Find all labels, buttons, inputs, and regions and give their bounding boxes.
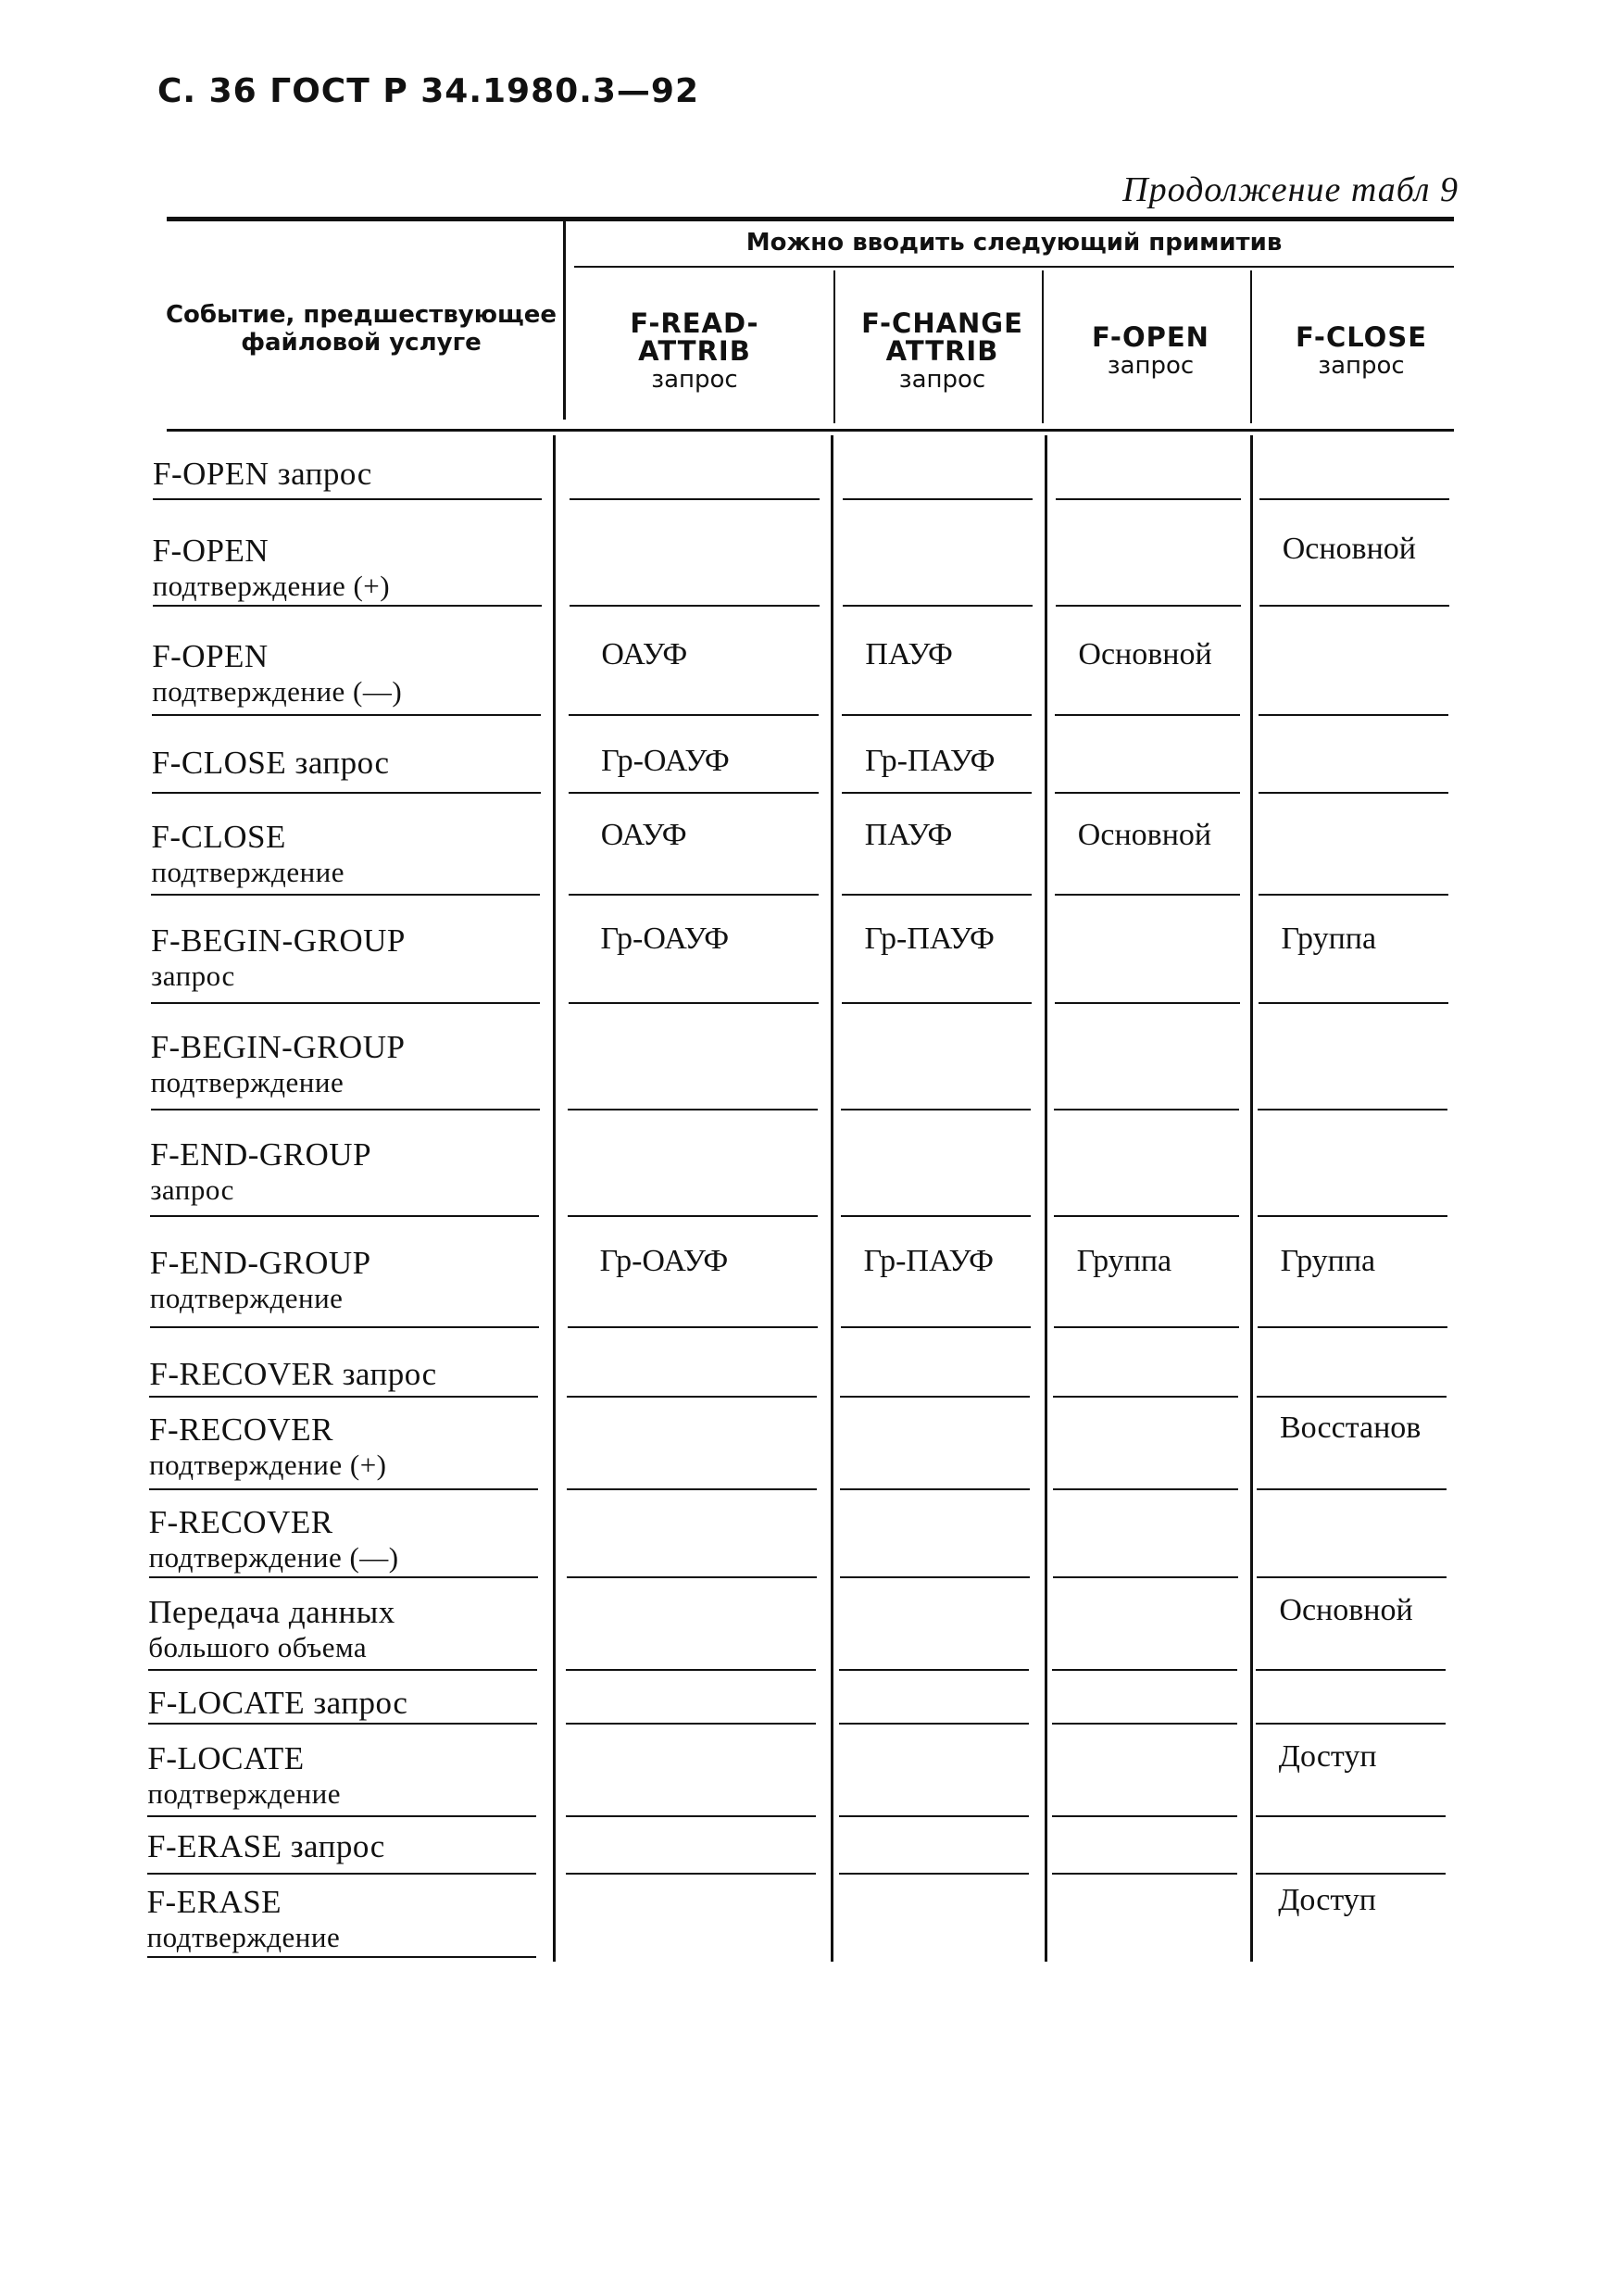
event-line-1: F-LOCATE запрос [147,1685,408,1721]
stub-header-line-2: файловой услуге [241,329,482,357]
cell-underline [1056,498,1241,500]
cell-underline [839,1723,1029,1725]
event-line-1: F-ERASE [146,1884,282,1920]
column-header-close [1255,278,1468,426]
running-head: С. 36 ГОСТ Р 34.1980.3—92 [157,72,700,110]
event-line-1: F-RECOVER запрос [149,1356,437,1392]
body-vrule-0 [553,435,556,1962]
event-line-1: F-ERASE запрос [147,1828,385,1864]
event-line-1: F-OPEN [152,638,269,674]
cell-underline [1052,1669,1237,1671]
cell-underline [1052,1873,1237,1875]
event-underline [148,1669,537,1671]
value-cell-col-2: Гр-ПАУФ [864,922,995,956]
col1-sub: запрос [651,366,738,394]
cell-underline [566,1669,816,1671]
header-vrule-1 [833,270,835,423]
event-underline [147,1956,536,1958]
body-vrule-3 [1250,435,1253,1962]
cell-underline [1257,1396,1447,1398]
cell-underline [1257,1576,1447,1578]
event-line-1: F-RECOVER [149,1411,333,1448]
value-cell-col-4: Основной [1279,1593,1413,1627]
cell-underline [567,1488,817,1490]
col2-code-line-2: ATTRIB [885,335,999,367]
cell-underline [1054,1215,1239,1217]
cell-underline [1256,1723,1446,1725]
value-cell-col-3: Основной [1078,637,1212,671]
cell-underline [1256,1669,1446,1671]
cell-underline [839,1669,1029,1671]
cell-underline [842,1002,1032,1004]
cell-underline [1258,1215,1447,1217]
event-line-2: подтверждение [146,1921,341,1953]
event-line-1: F-CLOSE [151,819,286,855]
cell-underline [1055,894,1240,896]
value-cell-col-2: Гр-ПАУФ [865,744,996,778]
cell-underline [840,1396,1030,1398]
event-cell [150,1137,548,1208]
event-cell [149,1412,547,1483]
value-cell-col-4: Основной [1282,532,1416,566]
value-cell-col-4: Доступ [1278,1883,1376,1917]
event-cell [148,1595,546,1665]
col1-code-line-1: F-READ- [630,307,759,339]
cell-underline [569,792,819,794]
event-line-2: подтверждение (+) [149,1449,387,1481]
value-cell-col-3: Группа [1076,1244,1172,1278]
event-underline [152,792,541,794]
column-header-open [1046,278,1255,426]
cell-underline [568,1215,818,1217]
cell-underline [1054,1326,1239,1328]
cell-underline [568,1109,818,1110]
event-cell [148,1686,546,1721]
table-continuation-label: Продолжение табл 9 [1122,170,1459,209]
cell-underline [566,1873,816,1875]
event-cell [147,1829,545,1864]
value-cell-col-1: Гр-ОАУФ [600,922,730,956]
cell-underline [1055,1002,1240,1004]
event-cell [150,1246,548,1316]
cell-underline [1259,605,1449,607]
value-cell-col-1: ОАУФ [600,818,687,852]
table-top-rule [167,217,1454,221]
cell-underline [566,1723,816,1725]
cell-underline [1053,1488,1238,1490]
event-line-2: подтверждение [150,1066,344,1098]
event-underline [148,1723,537,1725]
event-line-2: подтверждение (—) [152,675,403,708]
cell-underline [568,1326,818,1328]
event-cell [152,746,550,781]
cell-underline [1259,714,1448,716]
event-line-2: подтверждение [147,1777,342,1810]
col4-code-line-1: F-CLOSE [1295,321,1428,353]
cell-underline [1054,1109,1239,1110]
cell-underline [1259,894,1448,896]
cell-underline [843,498,1033,500]
cell-underline [567,1576,817,1578]
value-cell-col-2: ПАУФ [864,818,953,852]
header-bottom-rule [167,429,1454,432]
header-vrule-2 [1042,270,1044,423]
event-line-1: F-OPEN [152,533,269,569]
stub-column-header [162,273,560,384]
cell-underline [570,605,820,607]
col2-sub: запрос [898,366,986,394]
event-line-1: Передача данных [148,1594,395,1630]
event-underline [147,1873,536,1875]
body-vrule-2 [1045,435,1047,1962]
event-cell [153,533,551,604]
cell-underline [1055,714,1240,716]
cell-underline [1053,1396,1238,1398]
cell-underline [569,894,819,896]
value-cell-col-1: Гр-ОАУФ [599,1244,729,1278]
col2-code-line-1: F-CHANGE [861,307,1023,339]
event-line-2: подтверждение (—) [148,1541,399,1574]
event-line-1: F-LOCATE [147,1740,305,1776]
event-cell [151,1030,549,1100]
event-cell [147,1741,545,1812]
event-underline [149,1396,538,1398]
event-cell [149,1357,547,1392]
event-line-2: запрос [151,960,235,992]
cell-underline [842,894,1032,896]
cell-underline [569,1002,819,1004]
col4-sub: запрос [1318,352,1405,380]
value-cell-col-4: Группа [1281,922,1377,956]
event-underline [151,1109,540,1110]
cell-underline [1258,1326,1447,1328]
event-line-1: F-CLOSE запрос [151,745,390,781]
event-underline [149,1488,538,1490]
header-vrule-3 [1250,270,1252,423]
value-cell-col-2: ПАУФ [865,637,953,671]
cell-underline [843,605,1033,607]
cell-underline [840,1576,1030,1578]
event-line-1: F-END-GROUP [149,1245,371,1281]
value-cell-col-4: Доступ [1278,1739,1377,1774]
cell-underline [1257,1488,1447,1490]
cell-underline [570,498,820,500]
event-line-1: F-OPEN запрос [153,456,372,492]
stub-header-line-1: Событие, предшествующее [165,301,557,329]
cell-underline [841,1109,1031,1110]
event-underline [149,1576,538,1578]
cell-underline [839,1815,1029,1817]
cell-underline [567,1396,817,1398]
event-underline [147,1815,536,1817]
col3-code-line-1: F-OPEN [1092,321,1209,353]
cell-underline [566,1815,816,1817]
cell-underline [842,714,1032,716]
cell-underline [1052,1723,1237,1725]
event-cell [153,457,551,492]
event-cell [151,923,549,994]
event-line-2: подтверждение (+) [152,570,391,602]
cell-underline [1055,792,1240,794]
event-line-1: F-END-GROUP [150,1136,372,1173]
event-underline [153,605,542,607]
event-cell [147,1885,545,1955]
spanning-column-header: Можно вводить следующий примитив [745,229,1283,257]
event-line-1: F-BEGIN-GROUP [150,1029,406,1065]
column-header-read-attrib [565,278,824,426]
col1-code-line-2: ATTRIB [638,335,751,367]
cell-underline [841,1215,1031,1217]
value-cell-col-4: Восстанов [1280,1411,1422,1445]
cell-underline [839,1873,1029,1875]
value-cell-col-1: ОАУФ [601,637,688,671]
event-underline [153,498,542,500]
value-cell-col-2: Гр-ПАУФ [863,1244,994,1278]
event-underline [152,714,541,716]
event-underline [151,894,540,896]
event-line-2: запрос [150,1173,234,1206]
cell-underline [841,1326,1031,1328]
event-cell [151,820,549,890]
cell-underline [1259,792,1448,794]
header-vrule-0 [563,220,566,420]
event-line-2: подтверждение [151,856,345,888]
cell-underline [1056,605,1241,607]
event-underline [150,1326,539,1328]
spanning-header-rule [574,266,1454,268]
event-line-2: большого объема [148,1631,368,1663]
cell-underline [842,792,1032,794]
column-header-change-attrib [838,278,1046,426]
event-underline [150,1215,539,1217]
cell-underline [569,714,819,716]
cell-underline [1256,1873,1446,1875]
event-line-2: подтверждение [149,1282,344,1314]
event-line-1: F-BEGIN-GROUP [151,922,406,959]
cell-underline [1258,1109,1447,1110]
event-line-1: F-RECOVER [148,1504,333,1540]
cell-underline [1256,1815,1446,1817]
cell-underline [1259,1002,1448,1004]
value-cell-col-4: Группа [1280,1244,1376,1278]
cell-underline [1259,498,1449,500]
event-cell [149,1505,547,1575]
value-cell-col-3: Основной [1077,818,1212,852]
body-vrule-1 [831,435,833,1962]
cell-underline [1053,1576,1238,1578]
value-cell-col-1: Гр-ОАУФ [601,744,730,778]
event-underline [151,1002,540,1004]
cell-underline [840,1488,1030,1490]
col3-sub: запрос [1107,352,1195,380]
cell-underline [1052,1815,1237,1817]
event-cell [152,639,550,709]
